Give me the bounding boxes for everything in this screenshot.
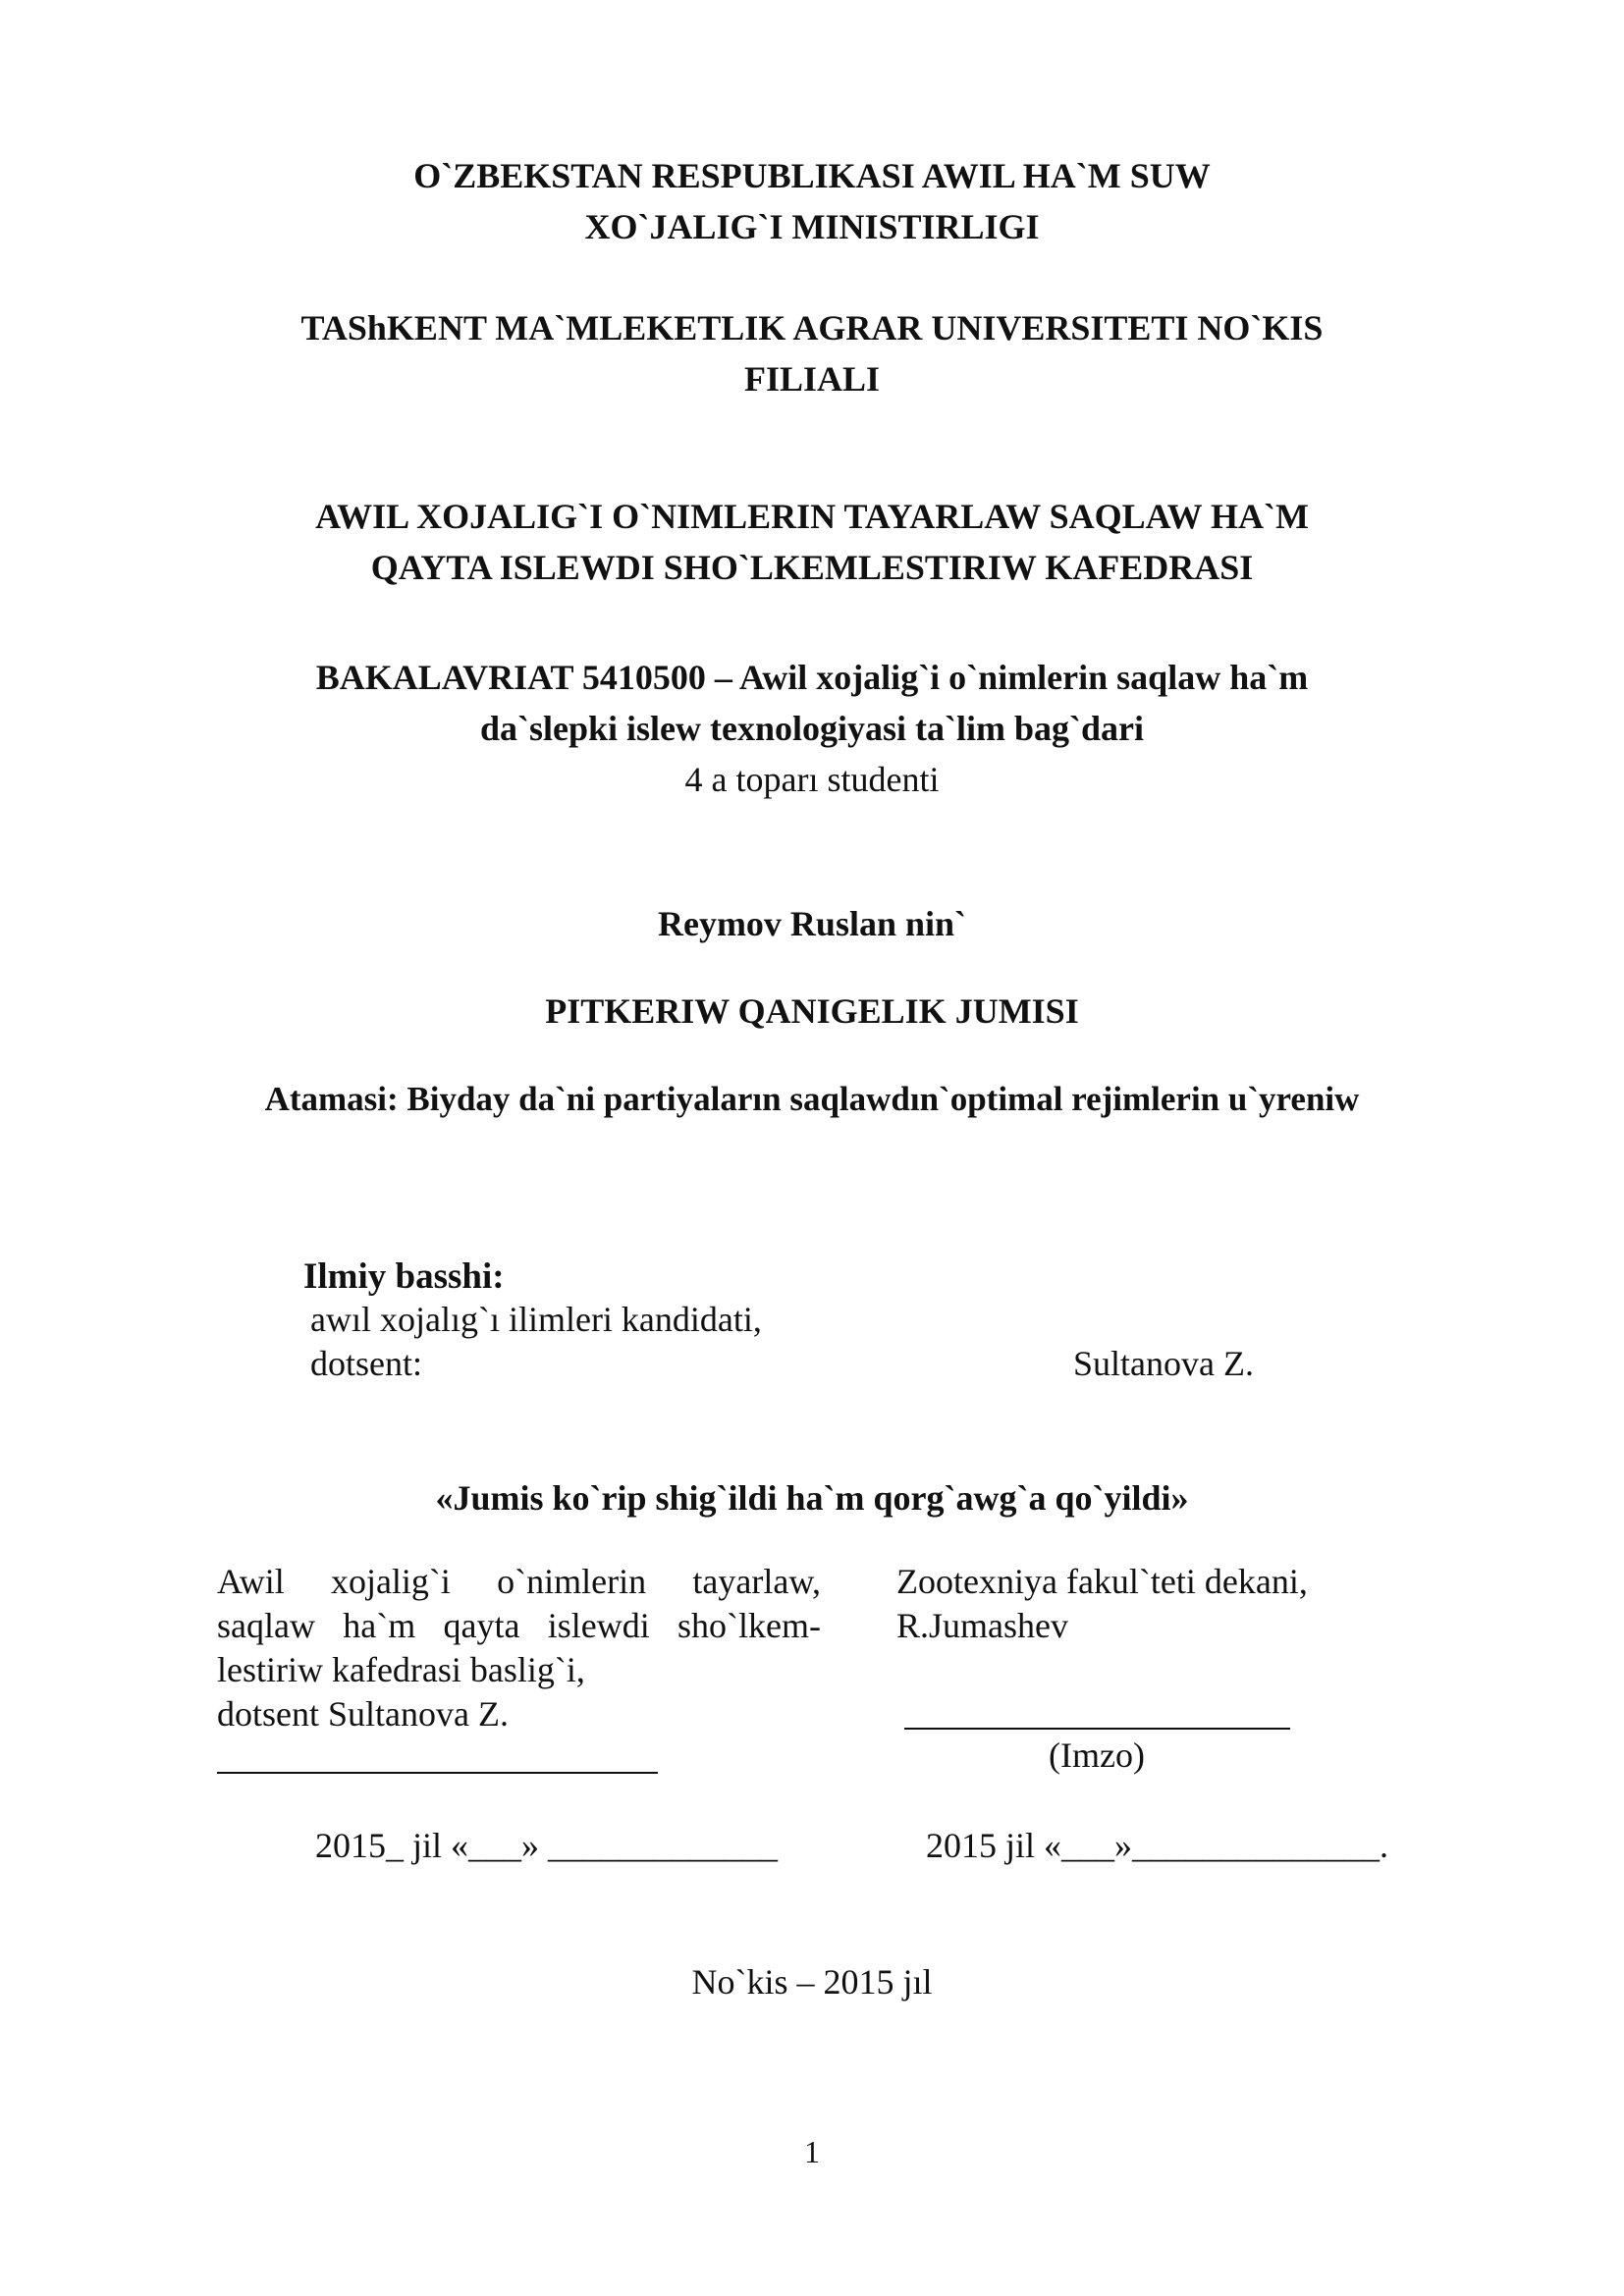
right-signatory-line-1: Zootexniya fakul`teti dekani, (896, 1562, 1308, 1601)
left-signatory-line-2: saqlaw ha`m qayta islewdi sho`lkem- (217, 1606, 821, 1645)
left-signature-line (217, 1772, 658, 1774)
topic: Atamasi: Biyday da`ni partiyaların saqlawdın`optimal rejimlerin u`yreniw (264, 1080, 1360, 1118)
department-line-1: AWIL XOJALIG`I O`NIMLERIN TAYARLAW SAQLAW HA`M (315, 497, 1309, 536)
date-right: 2015 jil «___»______________. (926, 1826, 1389, 1865)
right-signature-line (904, 1728, 1290, 1730)
right-signatory-line-2: R.Jumashev (896, 1606, 1068, 1645)
supervisor-title: dotsent: (310, 1344, 422, 1383)
left-signatory-line-4: dotsent Sultanova Z. (217, 1694, 509, 1734)
ministry-line-1: O`ZBEKSTAN RESPUBLIKASI AWIL HA`M SUW (413, 156, 1211, 195)
supervisor-heading: Ilmiy basshi: (303, 1256, 505, 1297)
place-year: No`kis – 2015 jıl (691, 1962, 933, 2002)
supervisor-degree: awıl xojalıg`ı ilimleri kandidati, (310, 1300, 762, 1339)
left-signatory-line-3: lestiriw kafedrasi baslig`i, (217, 1650, 585, 1689)
department-line-2: QAYTA ISLEWDI SHO`LKEMLESTIRIW KAFEDRASI (370, 548, 1254, 587)
approval-statement: «Jumis ko`rip shig`ildi ha`m qorg`awg`a qo`yildi» (435, 1478, 1189, 1518)
supervisor-name: Sultanova Z. (1073, 1344, 1254, 1383)
signature-label: (Imzo) (1049, 1735, 1145, 1775)
program-line-2: da`slepki islew texnologiyasi ta`lim bag`dari (479, 709, 1145, 748)
student-name: Reymov Ruslan nin` (657, 904, 967, 943)
page-number: 1 (804, 2134, 820, 2169)
university-line-2: FILIALI (743, 359, 881, 399)
program-line-1: BAKALAVRIAT 5410500 – Awil xojalig`i o`nimlerin saqlaw ha`m (315, 658, 1309, 697)
university-line-1: TAShKENT MA`MLEKETLIK AGRAR UNIVERSITETI NO`KIS (300, 308, 1324, 347)
date-left: 2015_ jil «___» _____________ (315, 1826, 779, 1865)
work-type: PITKERIW QANIGELIK JUMISI (545, 991, 1079, 1031)
left-signatory-line-1: Awil xojalig`i o`nimlerin tayarlaw, (217, 1562, 821, 1601)
ministry-line-2: XO`JALIG`I MINISTIRLIGI (584, 207, 1040, 246)
program-group: 4 a toparı studenti (684, 760, 940, 799)
